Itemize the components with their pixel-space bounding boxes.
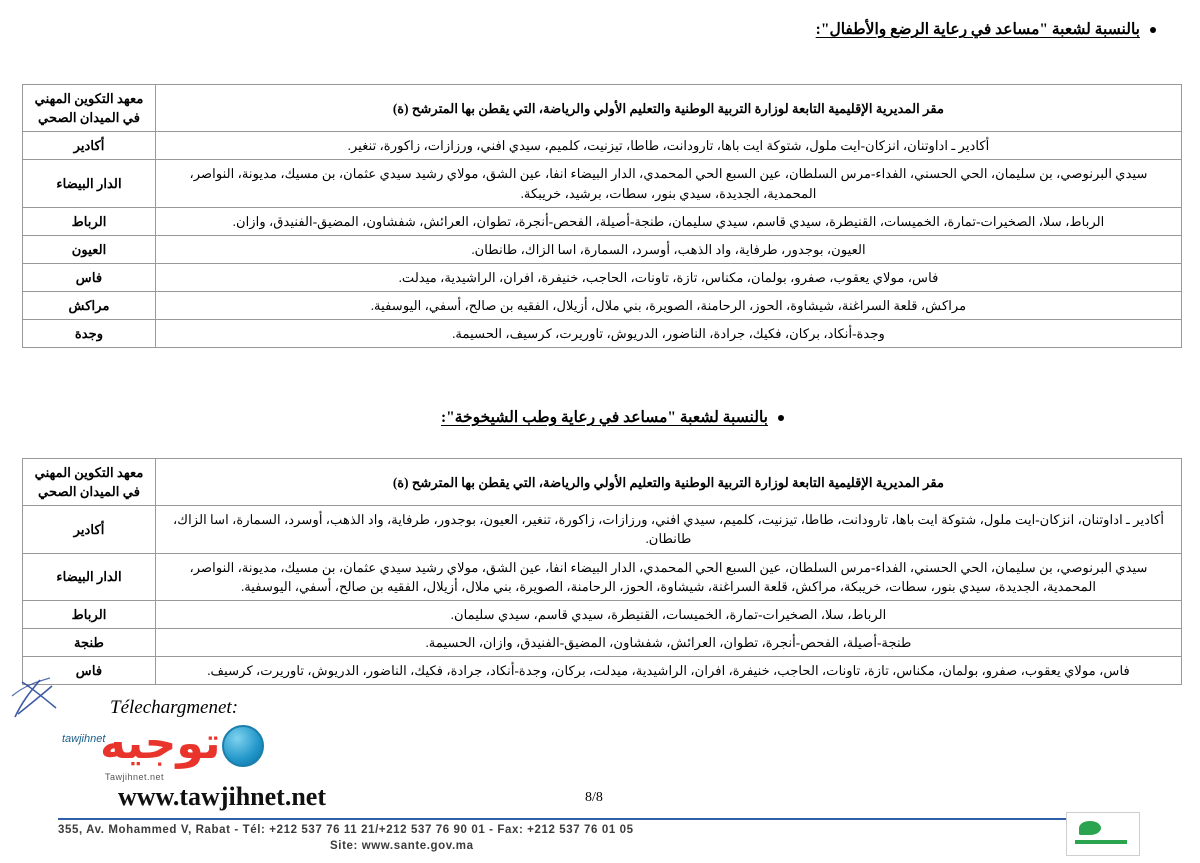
column-header-directorate: مقر المديرية الإقليمية التابعة لوزارة التربية الوطنية والتعليم الأولي والرياضة، التي يقطن بها المترشح (ة) — [156, 85, 1182, 132]
cell-directorate: سيدي البرنوصي، بن سليمان، الحي الحسني، الفداء-مرس السلطان، عين السبع الحي المحمدي، الدار البيضاء انفا، عين الشق، مولاي رشيد سيدي عثمان، بن مسيك، مديونة، النواصر، المحمدية، الجديدة، سيدي بنور، سطات، برشيد، خريبكة. — [156, 160, 1182, 207]
cell-directorate: العيون، بوجدور، طرفاية، واد الذهب، أوسرد، السمارة، اسا الزاك، طانطان. — [156, 235, 1182, 263]
cell-directorate: طنجة-أصيلة، الفحص-أنجرة، تطوان، العرائش، شفشاون، المضيق-الفنيدق، وازان، الحسيمة. — [156, 628, 1182, 656]
table-row — [23, 657, 1182, 685]
table-row — [23, 235, 1182, 263]
tawjihnet-logo-arabic: توجيه — [100, 718, 221, 769]
table-row — [23, 320, 1182, 348]
section-heading-1 — [816, 20, 1156, 39]
cell-directorate: وجدة-أنكاد، بركان، فكيك، جرادة، الناضور، الدريوش، تاوريرت، كرسيف، الحسيمة. — [156, 320, 1182, 348]
column-header-institute: معهد التكوين المهني في الميدان الصحي — [23, 459, 156, 506]
logo-bar — [1075, 840, 1127, 844]
table-header-row — [23, 85, 1182, 132]
cell-directorate: سيدي البرنوصي، بن سليمان، الحي الحسني، الفداء-مرس السلطان، عين السبع الحي المحمدي، الدار البيضاء انفا، عين الشق، مولاي رشيد سيدي عثمان، بن مسيك، مديونة، النواصر، المحمدية، الجديدة، سيدي بنور، سطات، خريبكة، مراكش، قلعة السراغنة، شيشاوة، الحوز، الرحامنة، الصويرة، بني ملال، أزيلال، الفقيه بن صالح، أسفي، اليوسفية. — [156, 553, 1182, 600]
table-row — [23, 160, 1182, 207]
table-row — [23, 263, 1182, 291]
cell-institute: أكادير — [23, 506, 156, 553]
cell-institute: الدار البيضاء — [23, 160, 156, 207]
table-row — [23, 207, 1182, 235]
site-url: www.tawjihnet.net — [118, 782, 326, 811]
cell-institute: الرباط — [23, 600, 156, 628]
cell-directorate: الرباط، سلا، الصخيرات-تمارة، الخميسات، القنيطرة، سيدي قاسم، سيدي سليمان. — [156, 600, 1182, 628]
cell-institute: فاس — [23, 263, 156, 291]
table-section-2 — [22, 458, 1182, 685]
table-row — [23, 132, 1182, 160]
tawjihnet-logo-smalltext: tawjihnet — [62, 733, 106, 745]
table-row — [23, 553, 1182, 600]
leaf-icon — [1079, 821, 1101, 835]
footer-address: 355, Av. Mohammed V, Rabat - Tél: +212 537 76 11 21/+212 537 76 90 01 - Fax: +212 537 76 01 05 — [58, 824, 634, 836]
cell-institute: الرباط — [23, 207, 156, 235]
ministry-logo — [1066, 812, 1140, 856]
section-heading-2 — [441, 408, 784, 427]
footer-site: Site: www.sante.gov.ma — [330, 840, 474, 852]
column-header-institute: معهد التكوين المهني في الميدان الصحي — [23, 85, 156, 132]
cell-institute: طنجة — [23, 628, 156, 656]
cell-directorate: فاس، مولاي يعقوب، صفرو، بولمان، مكناس، تازة، تاونات، الحاجب، خنيفرة، افران، الراشيدية، ميدلت. — [156, 263, 1182, 291]
page-number: 8/8 — [585, 790, 603, 805]
bullet-icon — [778, 415, 784, 421]
cell-directorate: الرباط، سلا، الصخيرات-تمارة، الخميسات، القنيطرة، سيدي قاسم، سيدي سليمان، طنجة-أصيلة، الفحص-أنجرة، تطوان، العرائش، شفشاون، المضيق-الفنيدق، وازان. — [156, 207, 1182, 235]
globe-icon — [222, 725, 264, 767]
cell-institute: الدار البيضاء — [23, 553, 156, 600]
section-heading-2-text: بالنسبة لشعبة "مساعد في رعاية وطب الشيخوخة": — [440, 409, 768, 426]
telechargement-label: Télechargmenet: — [110, 697, 239, 718]
table-header-row — [23, 459, 1182, 506]
table-row — [23, 600, 1182, 628]
cell-institute: العيون — [23, 235, 156, 263]
cell-directorate: فاس، مولاي يعقوب، صفرو، بولمان، مكناس، تازة، تاونات، الحاجب، خنيفرة، افران، الراشيدية، ميدلت، بركان، وجدة-أنكاد، جرادة، فكيك، الناضور، الدريوش، تاوريرت، كرسيف. — [156, 657, 1182, 685]
cell-directorate: أكادير ـ اداوتنان، انزكان-ايت ملول، شتوكة ايت باها، تارودانت، طاطا، تيزنيت، كلميم، سيدي افني، ورزازات، زاكورة، تنغير، العيون، بوجدور، طرفاية، واد الذهب، أوسرد، السمارة، اسا الزاك، طانطان. — [156, 506, 1182, 553]
column-header-directorate: مقر المديرية الإقليمية التابعة لوزارة التربية الوطنية والتعليم الأولي والرياضة، التي يقطن بها المترشح (ة) — [156, 459, 1182, 506]
tawjihnet-logo-subtext: Tawjihnet.net — [105, 772, 165, 782]
section-heading-1-text: بالنسبة لشعبة "مساعد في رعاية الرضع والأطفال": — [815, 21, 1140, 38]
table-row — [23, 628, 1182, 656]
cell-institute: وجدة — [23, 320, 156, 348]
cell-directorate: مراكش، قلعة السراغنة، شيشاوة، الحوز، الرحامنة، الصويرة، بني ملال، أزيلال، الفقيه بن صالح، أسفي، اليوسفية. — [156, 292, 1182, 320]
cell-institute: فاس — [23, 657, 156, 685]
signature-mark — [10, 672, 70, 722]
cell-directorate: أكادير ـ اداوتنان، انزكان-ايت ملول، شتوكة ايت باها، تارودانت، طاطا، تيزنيت، كلميم، سيدي افني، ورزازات، زاكورة، تنغير. — [156, 132, 1182, 160]
bullet-icon — [1150, 27, 1156, 33]
tawjihnet-logo — [100, 718, 500, 769]
table-section-1 — [22, 84, 1182, 348]
table-row — [23, 292, 1182, 320]
table-row — [23, 506, 1182, 553]
footer-divider — [58, 818, 1140, 820]
cell-institute: أكادير — [23, 132, 156, 160]
cell-institute: مراكش — [23, 292, 156, 320]
